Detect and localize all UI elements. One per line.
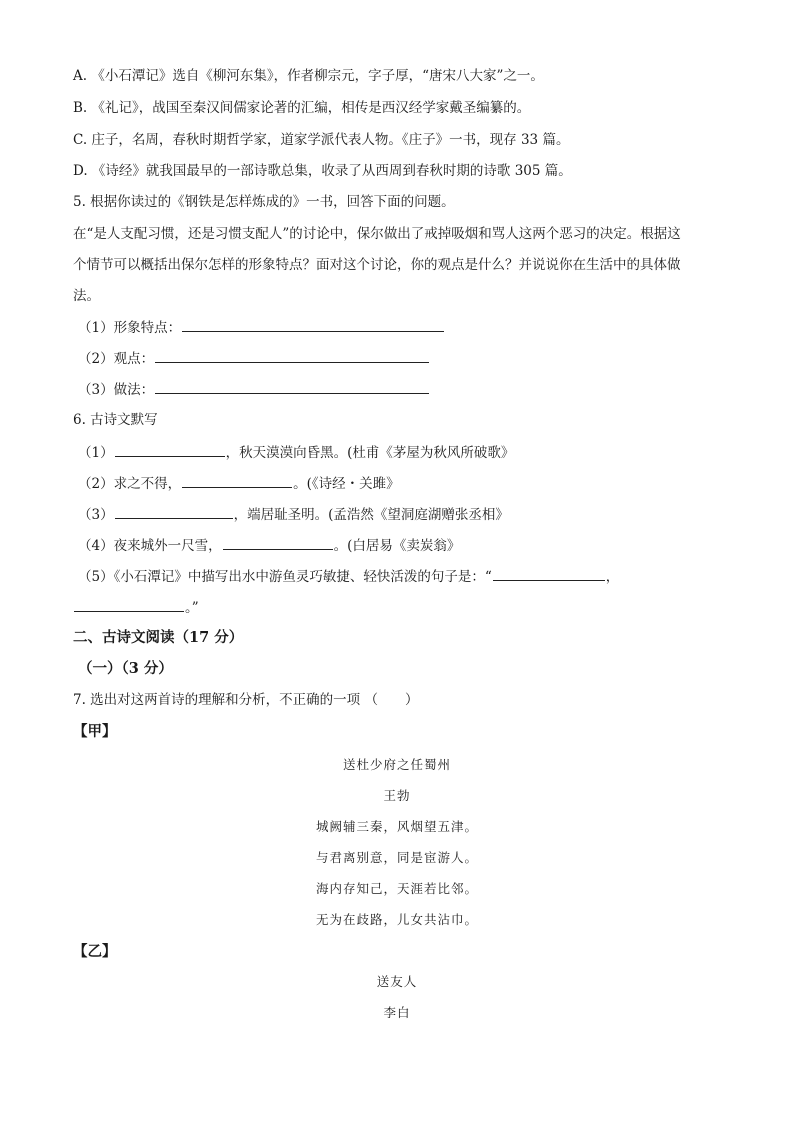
section-2-subheading: （一）（3 分） [78,660,173,677]
recitation-1-suffix: ，秋天漠漠向昏黑。(杜甫《茅屋为秋风所破歌》 [225,445,515,461]
label-yi: 【乙】 [73,943,117,960]
recitation-2-prefix: （2）求之不得， [78,476,182,492]
question-5-paragraph-line-1: 在“是人支配习惯，还是习惯支配人”的讨论中，保尔做出了戒掉吸烟和骂人这两个恶习的决定。根据这 [73,226,681,242]
poem-1-line-4: 无为在歧路，儿女共沾巾。 [315,912,478,927]
recitation-2-suffix: 。(《诗经・关雎》 [293,476,400,492]
option-d: D. 《诗经》就我国最早的一部诗歌总集，收录了从西周到春秋时期的诗歌 305 篇。 [73,163,572,179]
recitation-1-prefix: （1） [78,445,114,461]
question-6-title: 6. 古诗文默写 [73,412,158,428]
recitation-5-prefix: （5）《小石潭记》中描写出水中游鱼灵巧敏捷、轻快活泼的句子是：“ [78,569,492,585]
answer-label-2: （2）观点： [78,351,155,367]
recitation-blank-3[interactable] [115,504,233,519]
recitation-4-suffix: 。(白居易《卖炭翁》 [333,538,461,554]
answer-label-3: （3）做法： [78,382,155,398]
question-5-title: 5. 根据你读过的《钢铁是怎样炼成的》一书，回答下面的问题。 [73,194,455,210]
recitation-row-5 [78,566,619,587]
recitation-blank-4[interactable] [223,535,333,550]
answer-blank-2[interactable] [155,348,429,363]
recitation-row-2 [78,473,400,494]
recitation-blank-1[interactable] [115,442,225,457]
poem-1-title: 送杜少府之任蜀州 [342,757,451,772]
answer-blank-3[interactable] [155,379,429,394]
recitation-row-6 [73,597,199,618]
recitation-6-suffix: 。” [185,600,199,616]
question-5-paragraph-line-3: 法。 [73,288,100,304]
poem-2-title: 送友人 [376,974,418,989]
poem-2-author: 李白 [383,1005,411,1020]
poem-1-author: 王勃 [383,788,411,803]
poem-1-line-1: 城阙辅三秦，风烟望五津。 [315,819,478,834]
answer-row-3 [78,379,430,400]
section-2-heading: 二、古诗文阅读（17 分） [73,629,244,646]
recitation-blank-5[interactable] [493,566,605,581]
recitation-row-4 [78,535,460,556]
recitation-3-suffix: ，端居耻圣明。(孟浩然《望洞庭湖赠张丞相》 [233,507,509,523]
poem-1-line-2: 与君离别意，同是宦游人。 [315,850,478,865]
question-7-title: 7. 选出对这两首诗的理解和分析，不正确的一项 （ ） [73,692,419,708]
option-b: B. 《礼记》，战国至秦汉间儒家论著的汇编，相传是西汉经学家戴圣编纂的。 [73,100,531,116]
recitation-row-1 [78,442,514,463]
answer-row-1 [78,317,445,338]
question-5-paragraph-line-2: 个情节可以概括出保尔怎样的形象特点？面对这个讨论，你的观点是什么？并说说你在生活中的具体做 [73,257,681,273]
recitation-blank-6[interactable] [74,597,184,612]
poem-1-line-3: 海内存知己，天涯若比邻。 [315,881,478,896]
recitation-5-separator: ， [605,569,620,585]
answer-row-2 [78,348,430,369]
option-a: A. 《小石潭记》选自《柳河东集》，作者柳宗元，字子厚，“唐宋八大家”之一。 [73,68,544,84]
recitation-row-3 [78,504,509,525]
recitation-3-prefix: （3） [78,507,114,523]
answer-label-1: （1）形象特点： [78,320,182,336]
label-jia: 【甲】 [73,723,117,740]
answer-blank-1[interactable] [182,317,444,332]
recitation-blank-2[interactable] [182,473,292,488]
recitation-4-prefix: （4）夜来城外一尺雪， [78,538,222,554]
option-c: C. 庄子，名周，春秋时期哲学家，道家学派代表人物。《庄子》一书，现存 33 篇。 [73,132,570,148]
